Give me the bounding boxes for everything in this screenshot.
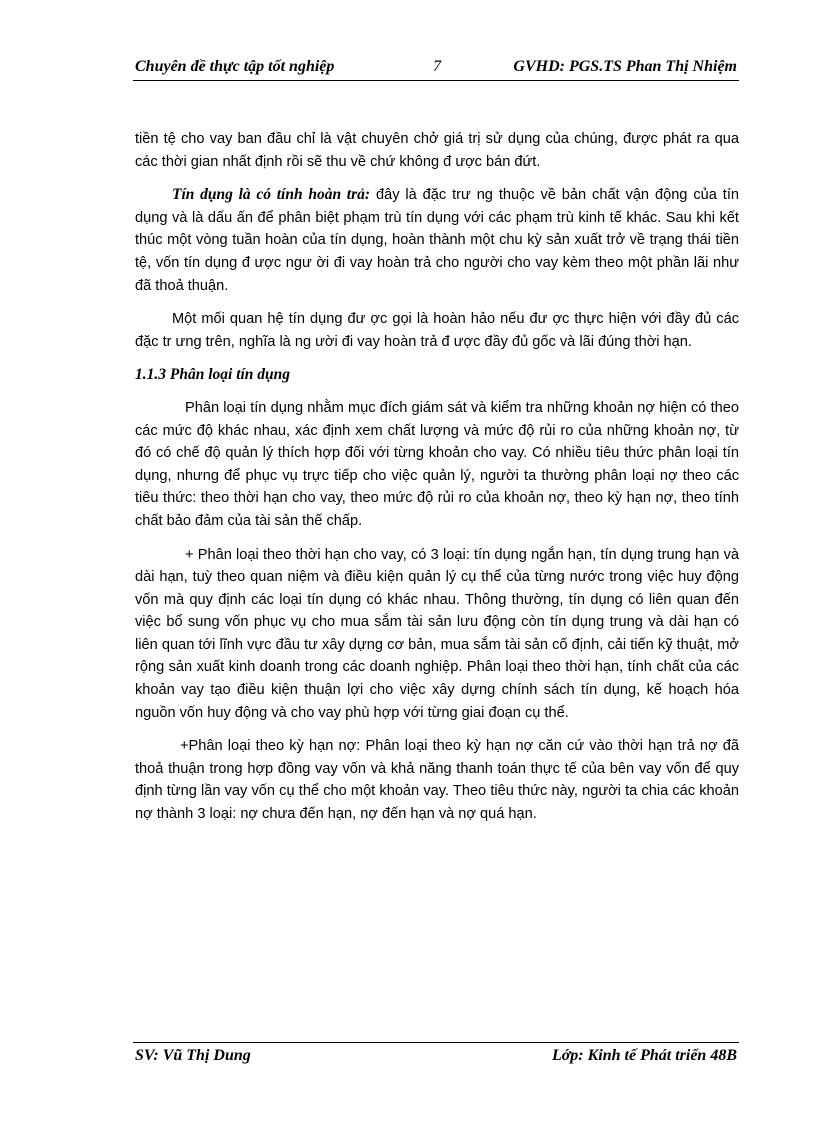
document-body xyxy=(135,128,739,837)
header-title: Chuyên đề thực tập tốt nghiệp xyxy=(135,58,335,75)
page-header xyxy=(133,58,739,81)
paragraph-1: tiền tệ cho vay ban đầu chỉ là vật chuyên chở giá trị sử dụng của chúng, được phát ra qua các thời gian nhất định rồi sẽ thu về chứ không đ ược bán đứt. xyxy=(135,131,739,170)
header-supervisor: GVHD: PGS.TS Phan Thị Nhiệm xyxy=(513,58,737,75)
paragraph-2-lead: Tín dụng là có tính hoàn trả: xyxy=(172,186,371,204)
section-heading: 1.1.3 Phân loại tín dụng xyxy=(135,366,291,384)
footer-student: SV: Vũ Thị Dung xyxy=(135,1047,251,1064)
paragraph-4: Phân loại tín dụng nhằm mục đích giám sát và kiểm tra những khoản nợ hiện có theo các mức độ khác nhau, xác định xem chất lượng và mức độ rủi ro của những khoản nợ, từ đó có chế độ quản lý thích hợp đối với từng khoản cho vay. Có nhiều tiêu thức phân loại tín dụng, nhưng để phục vụ trực tiếp cho việc quản lý, người ta thường phân loại nợ theo các tiêu thức: theo thời hạn cho vay, theo mức độ rủi ro của khoản nợ, theo kỳ hạn nợ, theo tính chất bảo đảm của tài sản thế chấp. xyxy=(135,399,739,529)
paragraph-5: + Phân loại theo thời hạn cho vay, có 3 loại: tín dụng ngắn hạn, tín dụng trung hạn và dài hạn, tuỳ theo quan niệm và điều kiện quản lý cụ thể của từng nước trong việc huy động vốn mà quy định các loại tín dụng có khác nhau. Thông thường, tín dụng có liên quan đến việc bổ sung vốn phục vụ cho mua sắm tài sản lưu động còn tín dụng trung và dài hạn có liên quan tới lĩnh vực đầu tư xây dựng cơ bản, mua sắm tài sản cố định, cải tiến kỹ thuật, mở rộng sản xuất kinh doanh trong các doanh nghiệp. Phân loại theo thời hạn, tính chất của các khoản vay tạo điều kiện thuận lợi cho việc xây dựng chính sách tín dụng, kế hoạch hóa nguồn vốn huy động và cho vay phù hợp với từng giai đoạn cụ thể. xyxy=(135,546,739,721)
footer-class: Lớp: Kinh tế Phát triển 48B xyxy=(551,1047,737,1064)
paragraph-3: Một mối quan hệ tín dụng đư ợc gọi là hoàn hảo nếu đư ợc thực hiện với đầy đủ các đặc tr ưng trên, nghĩa là ng ười đi vay hoàn trả đ ược đầy đủ gốc và lãi đúng thời hạn. xyxy=(135,311,739,350)
page-footer xyxy=(133,1042,739,1067)
paragraph-2-text: đây là đặc trư ng thuộc về bản chất vận động của tín dụng và là dấu ấn để phân biệt phạm trù tín dụng với các phạm trù kinh tế khác. Sau khi kết thúc một vòng tuần hoàn của tín dụng, hoàn thành một chu kỳ sản xuất trở về trạng thái tiền tệ, vốn tín dụng đ ược ngư ời đi vay hoàn trả cho người cho vay kèm theo một phần lãi như đã thoả thuận. xyxy=(135,187,739,294)
paragraph-6: +Phân loại theo kỳ hạn nợ: Phân loại theo kỳ hạn nợ căn cứ vào thời hạn trả nợ đã thoả thuận trong hợp đồng vay vốn và khả năng thanh toán thực tế của bên vay vốn để quy định từng lần vay vốn cụ thể cho một khoản vay. Theo tiêu thức này, người ta chia các khoản nợ thành 3 loại: nợ chưa đến hạn, nợ đến hạn và nợ quá hạn. xyxy=(135,738,739,823)
page-number: 7 xyxy=(433,58,441,75)
paragraph-2 xyxy=(135,184,739,297)
